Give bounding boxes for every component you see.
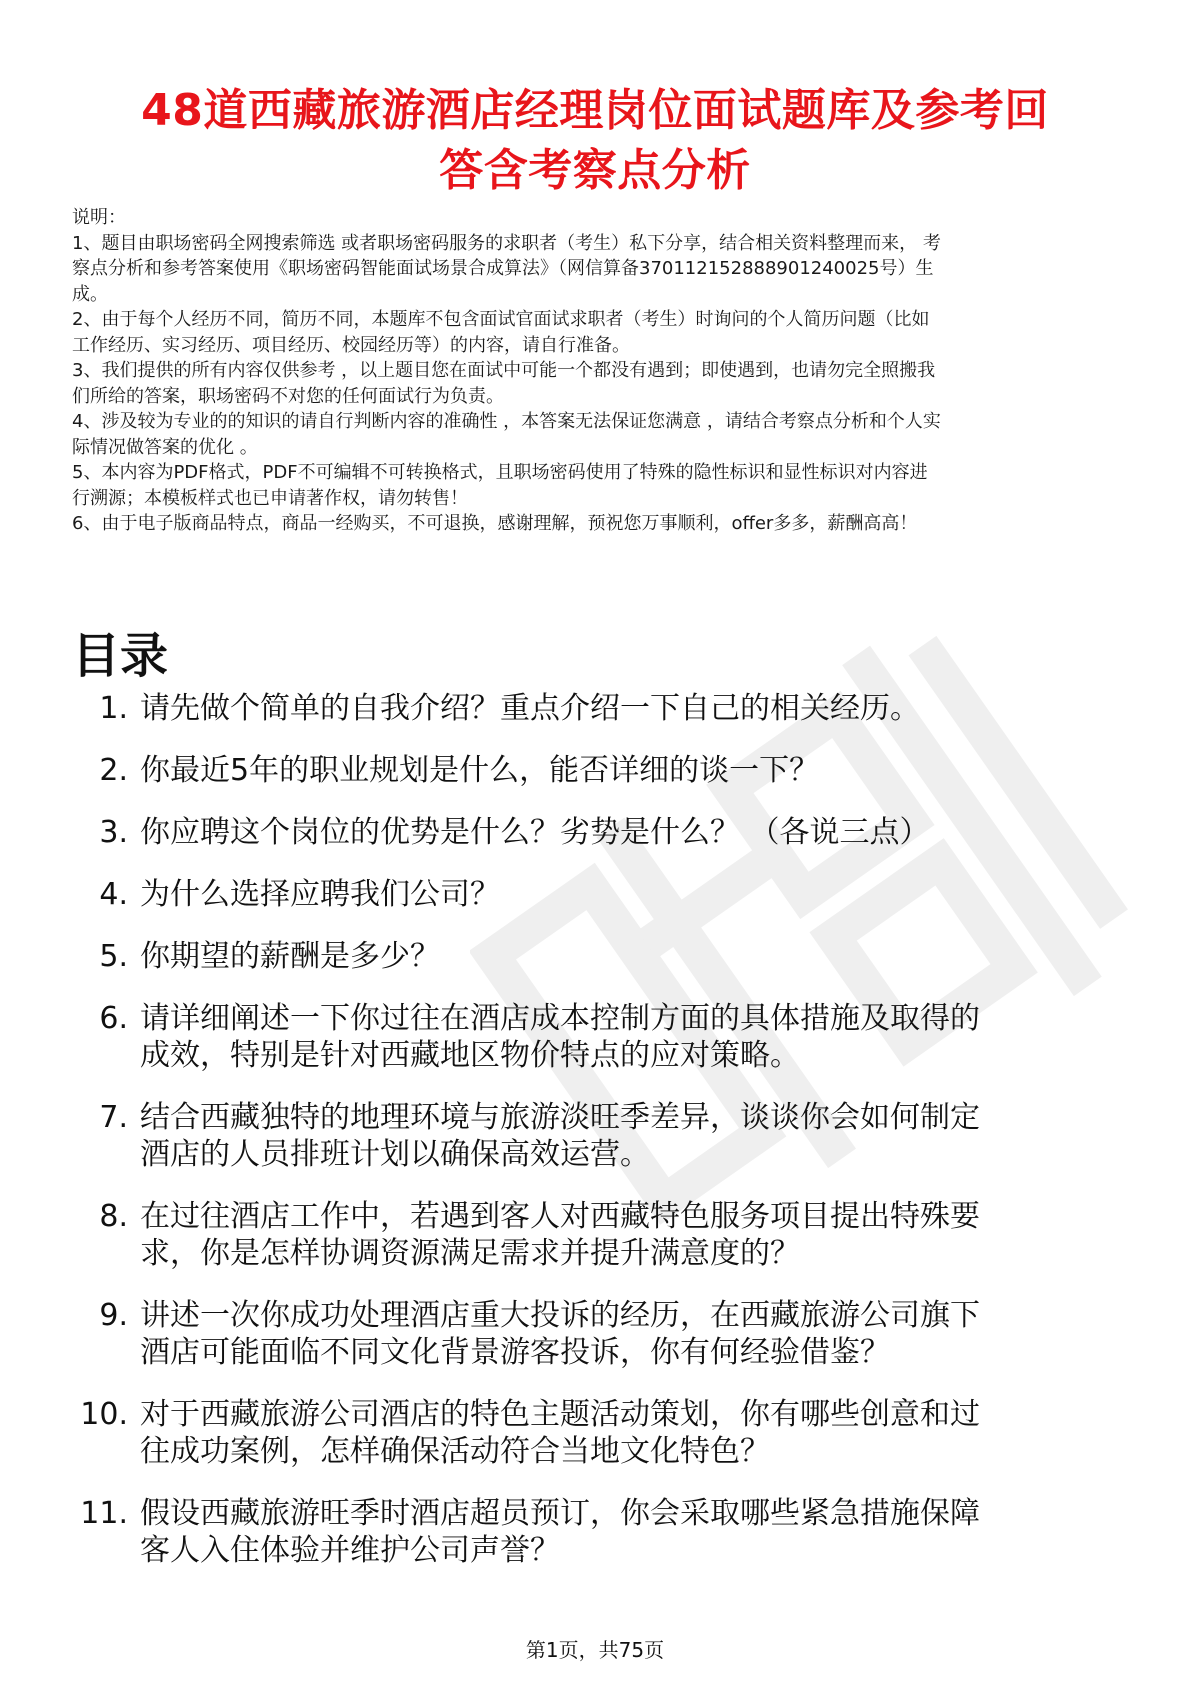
- toc-item-line: 结合西藏独特的地理环境与旅游淡旺季差异，谈谈你会如何制定: [140, 1100, 980, 1135]
- toc-item-line: 对于西藏旅游公司酒店的特色主题活动策划，你有哪些创意和过: [140, 1397, 980, 1432]
- toc-item-line: 请详细阐述一下你过往在酒店成本控制方面的具体措施及取得的: [140, 1001, 980, 1036]
- toc-item[interactable]: [60, 1198, 1120, 1272]
- toc-item-line: 为什么选择应聘我们公司？: [140, 877, 500, 912]
- notes-line: 4、涉及较为专业的的知识的请自行判断内容的准确性 ，本答案无法保证您满意 ，请结合考察点分析和个人实: [72, 411, 941, 432]
- toc-item-line: 客人入住体验并维护公司声誉？: [140, 1533, 560, 1568]
- toc-item-number: 5.: [99, 939, 128, 974]
- toc-item-number: 3.: [99, 815, 128, 850]
- toc-item-text: [140, 938, 1120, 975]
- toc-item-number: 1.: [99, 691, 128, 726]
- notes-line: 际情况做答案的优化 。: [72, 436, 258, 458]
- toc-item-line: 酒店可能面临不同文化背景游客投诉，你有何经验借鉴？: [140, 1335, 890, 1370]
- toc-item-number: 2.: [99, 753, 128, 788]
- toc-item-line: 在过往酒店工作中，若遇到客人对西藏特色服务项目提出特殊要: [140, 1199, 980, 1234]
- toc-item[interactable]: [60, 752, 1120, 789]
- toc-item-number: 7.: [99, 1100, 128, 1135]
- toc-item-line: 你期望的薪酬是多少？: [140, 939, 440, 974]
- toc-item[interactable]: [60, 1099, 1120, 1173]
- toc-item-number: 9.: [99, 1298, 128, 1333]
- toc-item-line: 你应聘这个岗位的优势是什么？劣势是什么？ （各说三点）: [140, 815, 930, 850]
- notes-line: 5、本内容为PDF格式，PDF不可编辑不可转换格式，且职场密码使用了特殊的隐性标识和显性标识对内容进: [72, 462, 928, 483]
- notes-line: 6、由于电子版商品特点，商品一经购买，不可退换，感谢理解，预祝您万事顺利，offer多多，薪酬高高！: [72, 513, 918, 534]
- notes-line: 3、我们提供的所有内容仅供参考 ，以上题目您在面试中可能一个都没有遇到；即使遇到，也请勿完全照搬我: [72, 360, 936, 381]
- toc-item-text: [140, 1297, 1120, 1371]
- toc-heading: 目录: [72, 627, 169, 684]
- toc-item-number: 4.: [99, 877, 128, 912]
- toc-item-text: [140, 1396, 1120, 1470]
- toc-item-line: 酒店的人员排班计划以确保高效运营。: [140, 1137, 650, 1172]
- notes-line: 行溯源；本模板样式也已申请著作权，请勿转售！: [72, 487, 468, 509]
- toc-item-number: 6.: [99, 1001, 128, 1036]
- notes-line: 成。: [72, 283, 108, 305]
- disclaimer-notes: [72, 205, 1122, 537]
- toc-item-line: 请先做个简单的自我介绍？重点介绍一下自己的相关经历。: [140, 691, 920, 726]
- notes-line: 2、由于每个人经历不同，简历不同，本题库不包含面试官面试求职者（考生）时询问的个人简历问题（比如: [72, 309, 930, 330]
- document-title: [70, 81, 1120, 201]
- toc-item-text: [140, 876, 1120, 913]
- toc-item-text: [140, 1495, 1120, 1569]
- notes-line: 工作经历、实习经历、项目经历、校园经历等）的内容，请自行准备。: [72, 334, 630, 356]
- toc-item[interactable]: [60, 814, 1120, 851]
- toc-item[interactable]: [60, 1297, 1120, 1371]
- toc-item-text: [140, 752, 1120, 789]
- toc-item-text: [140, 814, 1120, 851]
- toc-item-line: 假设西藏旅游旺季时酒店超员预订，你会采取哪些紧急措施保障: [140, 1496, 980, 1531]
- toc-item[interactable]: [60, 1495, 1120, 1569]
- toc-item-text: [140, 690, 1120, 727]
- toc-item[interactable]: [60, 938, 1120, 975]
- toc-item-number: 11.: [80, 1496, 128, 1531]
- title-line-2: 答含考察点分析: [439, 145, 751, 197]
- notes-line: 们所给的答案，职场密码不对您的任何面试行为负责。: [72, 385, 504, 407]
- notes-line: 说明：: [72, 207, 126, 228]
- notes-line: 1、题目由职场密码全网搜索筛选 或者职场密码服务的求职者（考生）私下分享，结合相关资料整理而来， 考: [72, 232, 941, 254]
- toc-list: [60, 690, 1120, 1594]
- toc-item-line: 往成功案例，怎样确保活动符合当地文化特色？: [140, 1434, 770, 1469]
- toc-item-line: 你最近5年的职业规划是什么，能否详细的谈一下？: [140, 753, 820, 788]
- page-footer: 第1页，共75页: [525, 1638, 665, 1662]
- toc-item-line: 成效，特别是针对西藏地区物价特点的应对策略。: [140, 1038, 800, 1073]
- toc-item-line: 求，你是怎样协调资源满足需求并提升满意度的？: [140, 1236, 800, 1271]
- toc-item-text: [140, 1198, 1120, 1272]
- notes-line: 察点分析和参考答案使用《职场密码智能面试场景合成算法》（网信算备370112152888901240025号）生: [72, 258, 934, 279]
- toc-item[interactable]: [60, 876, 1120, 913]
- toc-item[interactable]: [60, 1396, 1120, 1470]
- toc-item-text: [140, 1000, 1120, 1074]
- toc-item[interactable]: [60, 690, 1120, 727]
- toc-item-number: 8.: [99, 1199, 128, 1234]
- toc-item-text: [140, 1099, 1120, 1173]
- toc-item[interactable]: [60, 1000, 1120, 1074]
- title-line-1: 48道西藏旅游酒店经理岗位面试题库及参考回: [141, 85, 1049, 137]
- toc-item-line: 讲述一次你成功处理酒店重大投诉的经历，在西藏旅游公司旗下: [140, 1298, 980, 1333]
- toc-item-number: 10.: [80, 1397, 128, 1432]
